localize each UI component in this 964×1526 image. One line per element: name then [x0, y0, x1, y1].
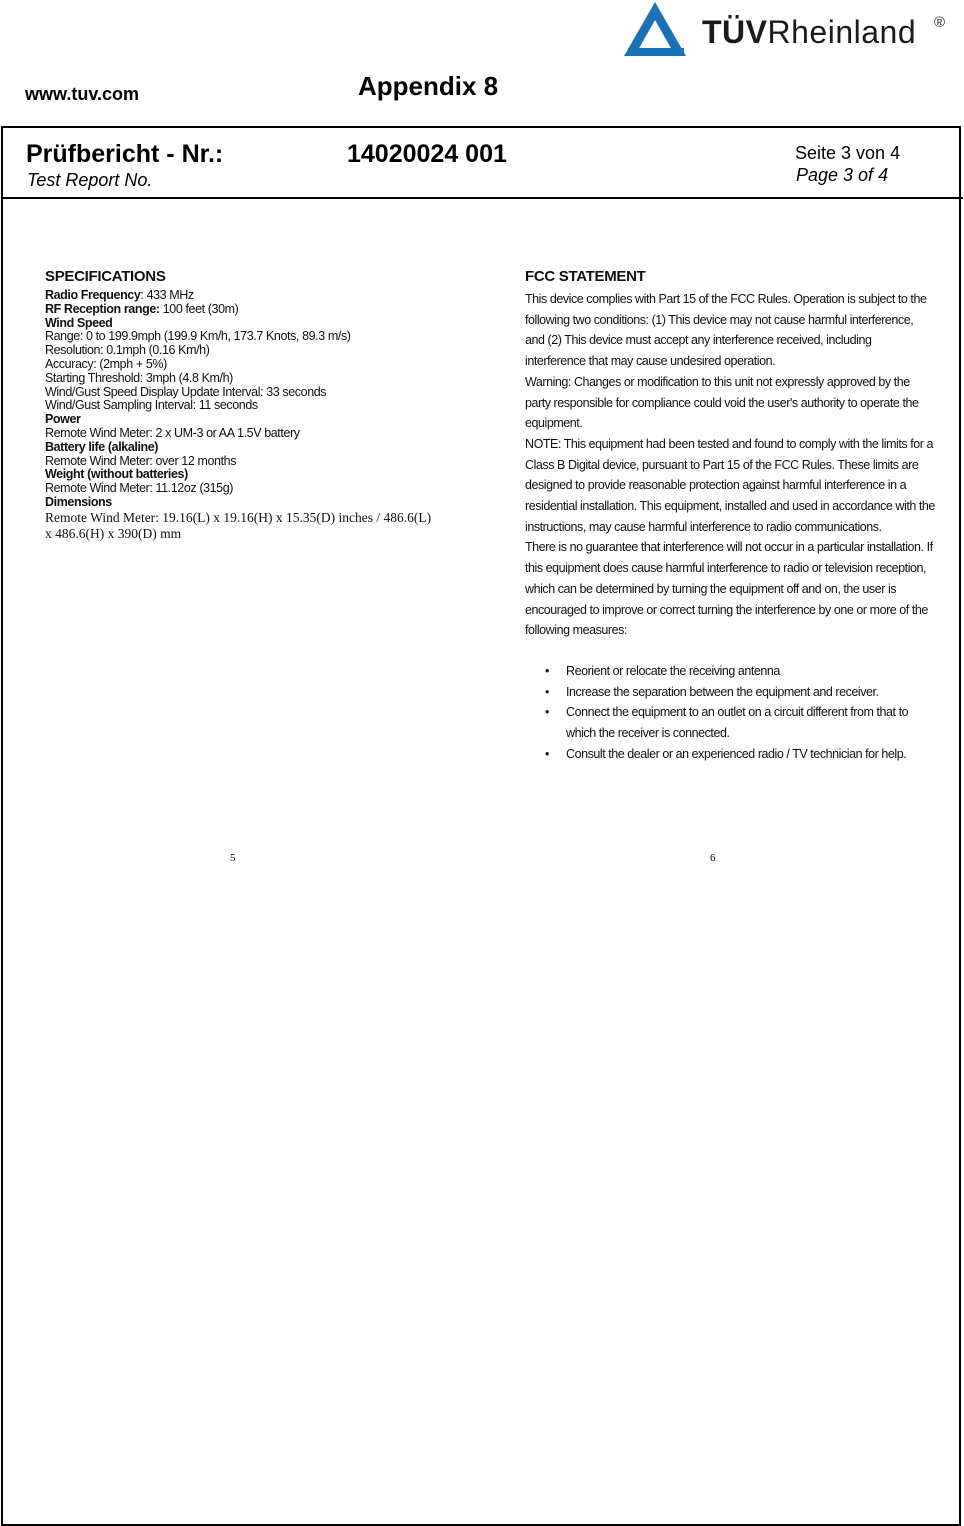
spec-wind-speed-heading: Wind Speed	[45, 315, 113, 330]
report-label-english: Test Report No.	[27, 170, 153, 190]
header-divider	[1, 197, 963, 199]
spec-weight-heading: Weight (without batteries)	[45, 467, 188, 482]
triangle-logo-icon	[620, 0, 690, 62]
bullet-icon: •	[545, 746, 549, 761]
report-label-german: Prüfbericht - Nr.:	[26, 140, 224, 168]
spec-accuracy: Accuracy: (2mph + 5%)	[45, 356, 167, 371]
fcc-statement-section	[525, 268, 935, 764]
fcc-paragraph-compliance: This device complies with Part 15 of the FCC Rules. Operation is subject to the following two conditions: (1) This device may not cause harmful interference, and (2) This device must accept any interference received, including interference that may cause undesired operation.	[525, 292, 927, 369]
spec-sampling-interval: Wind/Gust Sampling Interval: 11 seconds	[45, 398, 258, 413]
spec-dimensions-line-2: x 486.6(H) x 390(D) mm	[45, 525, 182, 541]
bullet-icon: •	[545, 684, 549, 699]
spec-resolution: Resolution: 0.1mph (0.16 Km/h)	[45, 343, 210, 358]
specifications-title: SPECIFICATIONS	[45, 268, 166, 285]
spec-rf-range: RF Reception range: 100 feet (30m)	[45, 301, 239, 316]
page-indicator-english: Page 3 of 4	[796, 165, 889, 185]
bullet-icon: •	[545, 705, 549, 720]
page-indicator-german: Seite 3 von 4	[795, 143, 901, 163]
list-item: • Reorient or relocate the receiving antenna	[525, 661, 935, 682]
spec-power-heading: Power	[45, 412, 81, 427]
spec-battery-heading: Battery life (alkaline)	[45, 439, 159, 454]
report-number: 14020024 001	[347, 140, 507, 168]
page-number-right: 6	[710, 852, 716, 864]
list-item: • Connect the equipment to an outlet on a circuit different from that to which the receiver is connected.	[525, 702, 935, 743]
logo-wordmark: TÜVRheinland	[702, 14, 917, 50]
appendix-title: Appendix 8	[358, 71, 499, 101]
spec-display-interval: Wind/Gust Speed Display Update Interval: 33 seconds	[45, 384, 327, 399]
spec-dimensions-heading: Dimensions	[45, 494, 112, 509]
spec-weight: Remote Wind Meter: 11.12oz (315g)	[45, 481, 234, 496]
fcc-title: FCC STATEMENT	[525, 268, 646, 285]
website-url: www.tuv.com	[25, 84, 140, 104]
list-item: • Consult the dealer or an experienced radio / TV technician for help.	[525, 744, 935, 765]
page-number-left: 5	[230, 852, 236, 864]
spec-radio-frequency: Radio Frequency: 433 MHz	[45, 288, 194, 302]
list-item: • Increase the separation between the equipment and receiver.	[525, 682, 935, 703]
fcc-paragraph-guarantee: There is no guarantee that interference will not occur in a particular installation. If this equipment does cause harmful interference to radio or television reception, which can be determined by turning the equipment off and on, the user is encouraged to improve or correct turning the interference by one or more of the following measures:	[525, 540, 933, 638]
bullet-icon: •	[545, 663, 549, 678]
spec-battery: Remote Wind Meter: over 12 months	[45, 453, 237, 468]
fcc-paragraph-note: NOTE: This equipment had been tested and found to comply with the limits for a Class B Digital device, pursuant to Part 15 of the FCC Rules. These limits are designed to provide reasonable protection against harmful interference in a residential installation. This equipment, installed and used in accordance with the instructions, may cause harmful interference to radio communications.	[525, 436, 935, 534]
fcc-paragraph-warning: Warning: Changes or modification to this unit not expressly approved by the party responsible for compliance could void the user's authority to operate the equipment.	[525, 374, 919, 431]
tuv-rheinland-logo	[620, 0, 960, 62]
spec-range: Range: 0 to 199.9mph (199.9 Km/h, 173.7 Knots, 89.3 m/s)	[45, 329, 351, 344]
specifications-section	[45, 268, 475, 542]
fcc-measures-list	[525, 661, 935, 765]
spec-dimensions-line-1: Remote Wind Meter: 19.16(L) x 19.16(H) x 15.35(D) inches / 486.6(L)	[45, 509, 432, 525]
spec-starting-threshold: Starting Threshold: 3mph (4.8 Km/h)	[45, 370, 233, 385]
registered-mark: ®	[934, 14, 946, 31]
spec-power: Remote Wind Meter: 2 x UM-3 or AA 1.5V battery	[45, 425, 300, 440]
